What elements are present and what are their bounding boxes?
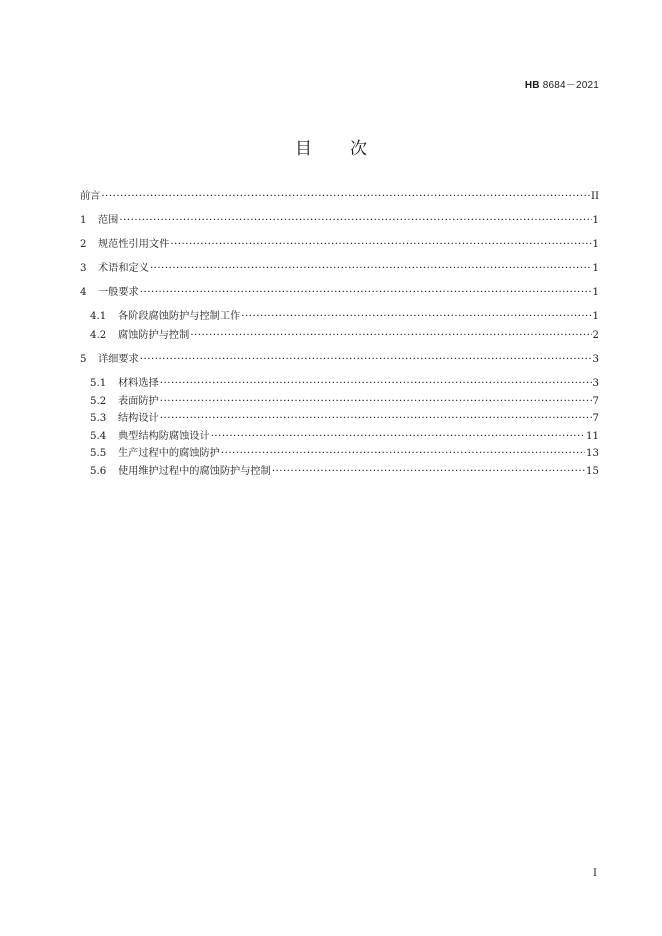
toc-entry-4-1[interactable] (90, 310, 599, 324)
toc-entry-page: 11 (586, 431, 599, 442)
toc-entry-4[interactable] (80, 286, 599, 300)
toc-entry-number: 4 (80, 287, 87, 298)
toc-entry-label: 术语和定义 (98, 263, 149, 274)
dot-leader (160, 412, 592, 426)
toc-entry-foreword[interactable] (80, 190, 599, 204)
toc-entry-label: 典型结构防腐蚀设计 (118, 431, 210, 442)
document-code-header (525, 76, 599, 91)
dot-leader (160, 395, 592, 409)
toc-entry-number: 4.1 (90, 311, 107, 322)
toc-entry-5-6[interactable] (90, 465, 599, 479)
toc-entry-label: 生产过程中的腐蚀防护 (118, 448, 220, 459)
toc-entry-label: 使用维护过程中的腐蚀防护与控制 (118, 466, 271, 477)
dot-leader (160, 377, 592, 391)
toc-entry-label: 表面防护 (118, 396, 159, 407)
page-number-footer: I (593, 868, 597, 879)
toc-entry-1[interactable] (80, 214, 599, 228)
toc-entry-4-2[interactable] (90, 329, 599, 343)
toc-entry-label: 详细要求 (98, 354, 139, 365)
toc-entry-label: 结构设计 (118, 413, 159, 424)
toc-entry-page: 1 (592, 263, 599, 274)
dot-leader (119, 214, 591, 228)
toc-entry-label: 一般要求 (98, 287, 139, 298)
toc-entry-label: 材料选择 (118, 378, 159, 389)
toc-entry-number: 5.1 (90, 378, 107, 389)
toc-entry-page: 7 (592, 413, 599, 424)
toc-entry-page: 3 (592, 354, 599, 365)
toc-entry-label: 各阶段腐蚀防护与控制工作 (118, 311, 241, 322)
toc-entry-5-4[interactable] (90, 430, 599, 444)
toc-entry-label: 前言 (80, 191, 101, 202)
toc-entry-page: 1 (592, 287, 599, 298)
dot-leader (140, 286, 592, 300)
toc-entry-3[interactable] (80, 262, 599, 276)
toc-entry-page: 7 (592, 396, 599, 407)
toc-entry-number: 5.3 (90, 413, 107, 424)
toc-entry-2[interactable] (80, 238, 599, 252)
toc-entry-page: 2 (592, 330, 599, 341)
toc-entry-page: 3 (592, 378, 599, 389)
toc-entry-number: 1 (80, 215, 87, 226)
dot-leader (190, 329, 591, 343)
toc-entry-label: 范围 (98, 215, 119, 226)
page-title: 目次 (295, 139, 405, 159)
toc-entry-page: 15 (586, 466, 599, 477)
toc-entry-5-3[interactable] (90, 412, 599, 426)
toc-entry-5-5[interactable] (90, 447, 599, 461)
toc-entry-number: 5.2 (90, 396, 107, 407)
dot-leader (170, 238, 591, 252)
toc-entry-number: 5.5 (90, 448, 107, 459)
toc-entry-number: 5 (80, 354, 87, 365)
toc-entry-number: 3 (80, 263, 87, 274)
dot-leader (211, 430, 585, 444)
toc-entry-5[interactable] (80, 353, 599, 367)
toc-entry-number: 4.2 (90, 330, 107, 341)
toc-entry-page: 1 (592, 239, 599, 250)
toc-entry-page: 1 (592, 215, 599, 226)
dot-leader (101, 190, 590, 204)
standard-number: 8684－2021 (539, 80, 599, 91)
toc-entry-page: II (590, 191, 599, 202)
toc-entry-page: 13 (586, 448, 599, 459)
toc-entry-page: 1 (592, 311, 599, 322)
standard-prefix: HB (524, 80, 540, 91)
dot-leader (272, 465, 585, 479)
toc-entry-label: 腐蚀防护与控制 (118, 330, 190, 341)
dot-leader (140, 353, 592, 367)
dot-leader (150, 262, 592, 276)
toc-entry-number: 2 (80, 239, 87, 250)
dot-leader (241, 310, 591, 324)
toc-entry-5-2[interactable] (90, 395, 599, 409)
toc-entry-number: 5.6 (90, 466, 107, 477)
toc-entry-label: 规范性引用文件 (98, 239, 170, 250)
toc-entry-5-1[interactable] (90, 377, 599, 391)
toc-entry-number: 5.4 (90, 431, 107, 442)
dot-leader (221, 447, 585, 461)
